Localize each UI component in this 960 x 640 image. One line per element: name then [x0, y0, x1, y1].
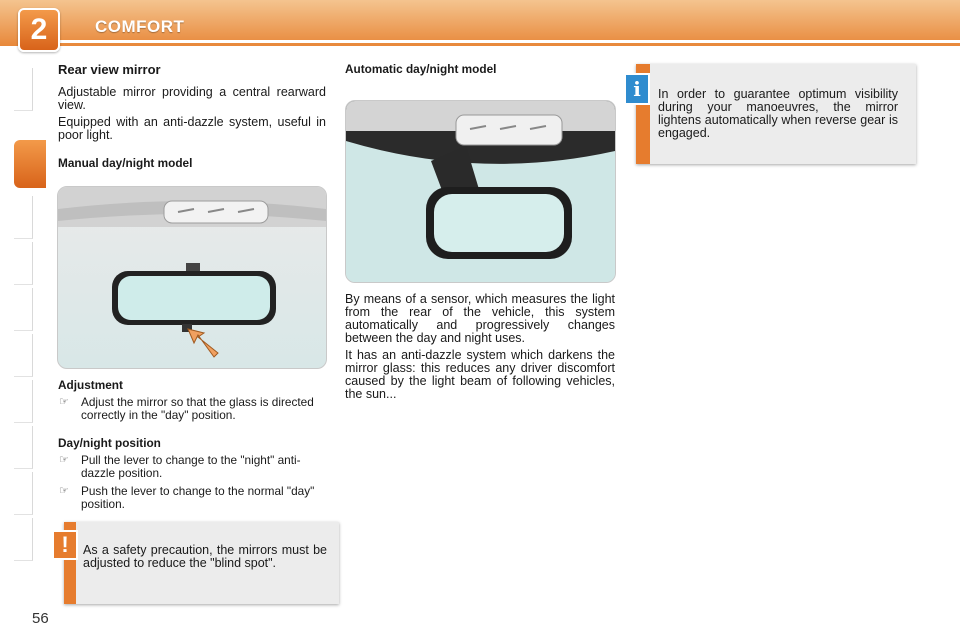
warning-exclamation-icon: !: [52, 530, 78, 560]
intro-paragraph-2: Equipped with an anti-dazzle system, useful in poor light.: [58, 115, 326, 142]
side-tab-3[interactable]: [14, 196, 33, 239]
chapter-title: COMFORT: [95, 17, 185, 36]
side-tab-2-active[interactable]: [14, 140, 46, 188]
side-tab-8[interactable]: [14, 426, 33, 469]
left-column-lower: [58, 379, 326, 511]
side-tab-7[interactable]: [14, 380, 33, 423]
chapter-side-tabs: [14, 68, 34, 574]
middle-column: [345, 63, 615, 76]
pointing-hand-icon: ☞: [59, 485, 69, 497]
adjustment-bullet: [58, 396, 326, 422]
intro-paragraph-1: Adjustable mirror providing a central rearward view.: [58, 85, 326, 112]
day-position-text: Push the lever to change to the normal "day" position.: [81, 484, 315, 511]
header-divider: [58, 40, 960, 43]
pointing-hand-icon: ☞: [59, 454, 69, 466]
side-tab-5[interactable]: [14, 288, 33, 331]
section-title: Rear view mirror: [58, 62, 161, 77]
pointing-hand-icon: ☞: [59, 396, 69, 408]
side-tab-6[interactable]: [14, 334, 33, 377]
automatic-model-heading: Automatic day/night model: [345, 62, 497, 76]
warning-text: As a safety precaution, the mirrors must be adjusted to reduce the "blind spot".: [83, 543, 327, 570]
night-position-text: Pull the lever to change to the "night" anti-dazzle position.: [81, 453, 301, 480]
warning-box: [64, 522, 339, 604]
day-night-bullet-2: [58, 485, 326, 511]
side-tab-9[interactable]: [14, 472, 33, 515]
left-column: [58, 63, 326, 170]
page-number: 56: [32, 610, 49, 627]
info-box: [636, 64, 916, 164]
middle-column-text: [345, 293, 615, 401]
sensor-paragraph: By means of a sensor, which measures the light from the rear of the vehicle, this system automatically and progressively changes between the day and night uses.: [345, 292, 615, 345]
side-tab-10[interactable]: [14, 518, 33, 561]
manual-mirror-illustration: [57, 186, 327, 369]
manual-model-heading: Manual day/night model: [58, 156, 193, 170]
day-night-heading: Day/night position: [58, 436, 161, 450]
chapter-number-badge: 2: [18, 8, 60, 52]
day-night-bullet-1: [58, 454, 326, 480]
side-tab-1[interactable]: [14, 68, 33, 111]
automatic-mirror-drawing: [346, 101, 615, 282]
side-tab-4[interactable]: [14, 242, 33, 285]
adjustment-text: Adjust the mirror so that the glass is directed correctly in the "day" position.: [81, 395, 314, 422]
manual-mirror-drawing: [58, 187, 326, 368]
adjustment-heading: Adjustment: [58, 378, 123, 392]
info-icon: i: [624, 73, 650, 105]
info-text: In order to guarantee optimum visibility during your manoeuvres, the mirror lightens automatically when reverse gear is engaged.: [658, 87, 898, 140]
automatic-mirror-illustration: [345, 100, 616, 283]
anti-dazzle-paragraph: It has an anti-dazzle system which darkens the mirror glass: this reduces any driver discomfort caused by the light beam of following vehicles, the sun...: [345, 348, 615, 401]
